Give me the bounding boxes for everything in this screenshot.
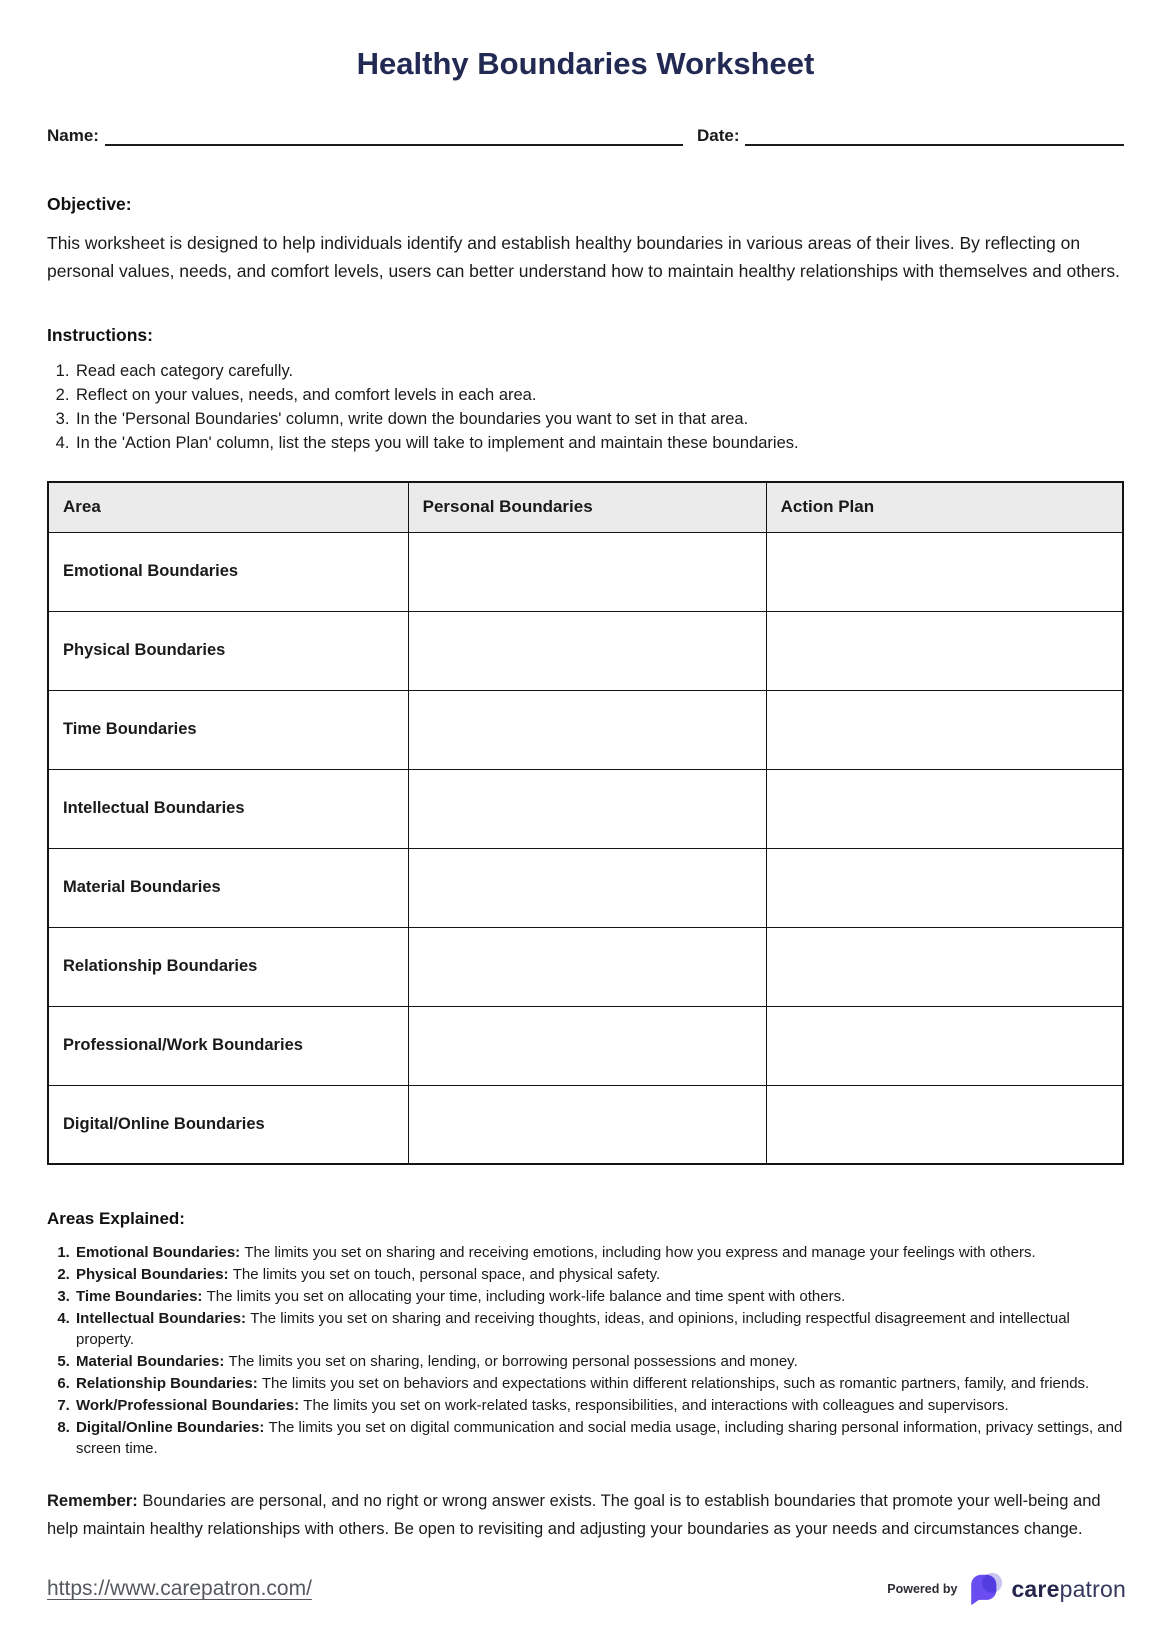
column-header-personal-boundaries: Personal Boundaries bbox=[408, 482, 766, 532]
date-input-line[interactable] bbox=[745, 127, 1124, 146]
column-header-area: Area bbox=[48, 482, 408, 532]
personal-boundaries-cell[interactable] bbox=[408, 1085, 766, 1164]
area-explained-label: Relationship Boundaries: bbox=[76, 1375, 258, 1392]
name-input-line[interactable] bbox=[105, 127, 683, 146]
action-plan-cell[interactable] bbox=[766, 848, 1123, 927]
personal-boundaries-cell[interactable] bbox=[408, 532, 766, 611]
action-plan-cell[interactable] bbox=[766, 1085, 1123, 1164]
area-explained-item bbox=[74, 1242, 1124, 1263]
area-explained-text: The limits you set on behaviors and expectations within different relationships, such as romantic partners, family, and friends. bbox=[261, 1375, 1090, 1392]
area-explained-text: The limits you set on digital communication and social media usage, including sharing personal information, privacy settings, and screen time. bbox=[76, 1419, 1123, 1457]
brand-care: care bbox=[1011, 1575, 1060, 1602]
areas-explained-heading: Areas Explained: bbox=[47, 1209, 185, 1228]
table-row bbox=[48, 532, 1123, 611]
instruction-item: 4. In the 'Action Plan' column, list the steps you will take to implement and maintain these boundaries. bbox=[74, 431, 1124, 455]
footer bbox=[47, 1570, 1126, 1608]
brand-wordmark bbox=[1011, 1576, 1126, 1603]
instructions-heading: Instructions: bbox=[47, 325, 153, 345]
personal-boundaries-cell[interactable] bbox=[408, 769, 766, 848]
area-explained-label: Emotional Boundaries: bbox=[76, 1244, 241, 1261]
area-explained-label: Material Boundaries: bbox=[76, 1353, 225, 1370]
areas-explained-list bbox=[47, 1242, 1124, 1459]
area-explained-item bbox=[74, 1395, 1124, 1416]
area-explained-item bbox=[74, 1286, 1124, 1307]
objective-heading: Objective: bbox=[47, 194, 132, 214]
area-explained-text: The limits you set on sharing and receiving thoughts, ideas, and opinions, including respectful disagreement and intellectual property. bbox=[76, 1310, 1070, 1348]
area-explained-label: Time Boundaries: bbox=[76, 1288, 203, 1305]
remember-text: Boundaries are personal, and no right or wrong answer exists. The goal is to establish boundaries that promote your well-being and help maintain healthy relationships with others. Be open to revisiting and adjusting your boundaries as your needs and circumstances change. bbox=[47, 1492, 1101, 1538]
brand-patron: patron bbox=[1059, 1575, 1126, 1602]
remember-label: Remember: bbox=[47, 1492, 138, 1510]
area-explained-text: The limits you set on allocating your time, including work-life balance and time spent with others. bbox=[206, 1288, 846, 1305]
personal-boundaries-cell[interactable] bbox=[408, 690, 766, 769]
powered-by-badge bbox=[887, 1570, 1126, 1608]
date-label: Date: bbox=[696, 126, 740, 145]
table-header-row bbox=[48, 482, 1123, 532]
area-explained-item bbox=[74, 1373, 1124, 1394]
action-plan-cell[interactable] bbox=[766, 532, 1123, 611]
area-explained-label: Digital/Online Boundaries: bbox=[76, 1419, 265, 1436]
area-cell: Digital/Online Boundaries bbox=[48, 1085, 408, 1164]
area-cell: Professional/Work Boundaries bbox=[48, 1006, 408, 1085]
instruction-item: 1. Read each category carefully. bbox=[74, 359, 1124, 383]
area-explained-text: The limits you set on work-related tasks, responsibilities, and interactions with colleagues and supervisors. bbox=[303, 1397, 1009, 1414]
table-row bbox=[48, 611, 1123, 690]
name-label: Name: bbox=[47, 126, 99, 145]
action-plan-cell[interactable] bbox=[766, 927, 1123, 1006]
area-explained-item bbox=[74, 1417, 1124, 1459]
table-row bbox=[48, 848, 1123, 927]
personal-boundaries-cell[interactable] bbox=[408, 848, 766, 927]
area-cell: Physical Boundaries bbox=[48, 611, 408, 690]
objective-text: This worksheet is designed to help individuals identify and establish healthy boundaries in various areas of their lives. By reflecting on personal values, needs, and comfort levels, users can better understand how to maintain healthy relationships with themselves and others. bbox=[47, 233, 1120, 281]
table-row bbox=[48, 927, 1123, 1006]
area-explained-label: Physical Boundaries: bbox=[76, 1266, 229, 1283]
area-cell: Relationship Boundaries bbox=[48, 927, 408, 1006]
table-row bbox=[48, 1006, 1123, 1085]
name-date-row bbox=[47, 126, 1124, 146]
area-explained-text: The limits you set on sharing, lending, or borrowing personal possessions and money. bbox=[228, 1353, 798, 1370]
table-row bbox=[48, 769, 1123, 848]
area-cell: Intellectual Boundaries bbox=[48, 769, 408, 848]
area-explained-label: Intellectual Boundaries: bbox=[76, 1310, 247, 1327]
personal-boundaries-cell[interactable] bbox=[408, 1006, 766, 1085]
boundaries-table bbox=[47, 481, 1124, 1165]
area-cell: Time Boundaries bbox=[48, 690, 408, 769]
action-plan-cell[interactable] bbox=[766, 769, 1123, 848]
area-explained-text: The limits you set on sharing and receiving emotions, including how you express and manage your feelings with others. bbox=[244, 1244, 1036, 1261]
personal-boundaries-cell[interactable] bbox=[408, 927, 766, 1006]
area-explained-item bbox=[74, 1308, 1124, 1350]
page-title: Healthy Boundaries Worksheet bbox=[356, 46, 815, 81]
table-row bbox=[48, 1085, 1123, 1164]
table-row bbox=[48, 690, 1123, 769]
area-explained-item bbox=[74, 1351, 1124, 1372]
powered-by-label: Powered by bbox=[887, 1582, 958, 1596]
instruction-item: 2. Reflect on your values, needs, and comfort levels in each area. bbox=[74, 383, 1124, 407]
area-cell: Emotional Boundaries bbox=[48, 532, 408, 611]
carepatron-link[interactable]: https://www.carepatron.com/ bbox=[47, 1577, 312, 1600]
carepatron-logo-icon bbox=[966, 1570, 1004, 1608]
area-explained-item bbox=[74, 1264, 1124, 1285]
remember-note bbox=[47, 1487, 1124, 1543]
instructions-list bbox=[47, 359, 1124, 455]
action-plan-cell[interactable] bbox=[766, 1006, 1123, 1085]
area-explained-text: The limits you set on touch, personal space, and physical safety. bbox=[232, 1266, 661, 1283]
personal-boundaries-cell[interactable] bbox=[408, 611, 766, 690]
action-plan-cell[interactable] bbox=[766, 690, 1123, 769]
instruction-item: 3. In the 'Personal Boundaries' column, write down the boundaries you want to set in that area. bbox=[74, 407, 1124, 431]
action-plan-cell[interactable] bbox=[766, 611, 1123, 690]
area-explained-label: Work/Professional Boundaries: bbox=[76, 1397, 300, 1414]
column-header-action-plan: Action Plan bbox=[766, 482, 1123, 532]
area-cell: Material Boundaries bbox=[48, 848, 408, 927]
